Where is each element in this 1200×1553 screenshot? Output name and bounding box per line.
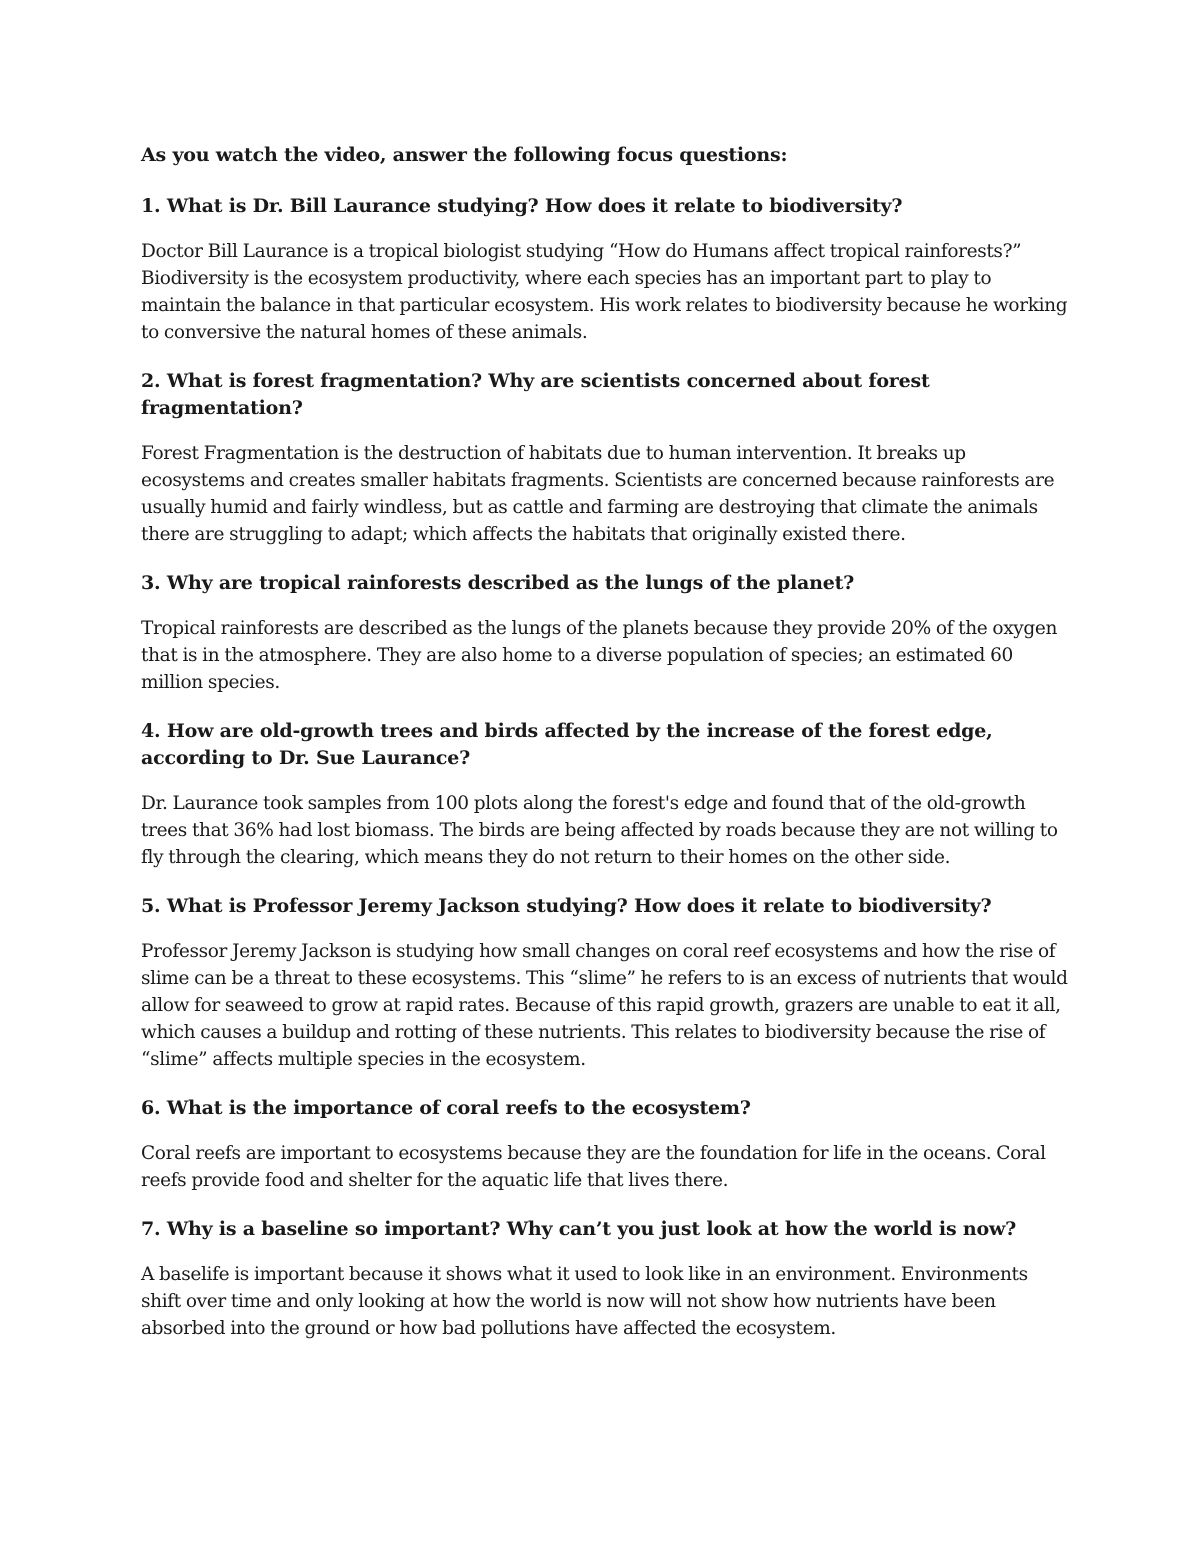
question-2: 2. What is forest fragmentation? Why are scientists concerned about forest fragmentation?: [141, 370, 930, 419]
qa-item-2: [141, 368, 1071, 548]
answer-7: A baselife is important because it shows what it used to look like in an environment. Environments shift over time and only looking at how the world is now will not show how nutrients have been absorbed into the ground or how bad pollutions have affected the ecosystem.: [141, 1264, 1028, 1339]
answer-5: Professor Jeremy Jackson is studying how small changes on coral reef ecosystems and how the rise of slime can be a threat to these ecosystems. This “slime” he refers to is an excess of nutrients that would allow for seaweed to grow at rapid rates. Because of this rapid growth, grazers are unable to eat it all, which causes a buildup and rotting of these nutrients. This relates to biodiversity because the rise of “slime” affects multiple species in the ecosystem.: [141, 941, 1068, 1070]
answer-4: Dr. Laurance took samples from 100 plots along the forest's edge and found that of the old-growth trees that 36% had lost biomass. The birds are being affected by roads because they are not willing to fly through the clearing, which means they do not return to their homes on the other side.: [141, 793, 1058, 868]
question-7: 7. Why is a baseline so important? Why can’t you just look at how the world is now?: [141, 1218, 1017, 1240]
document-content: [141, 142, 1071, 1364]
qa-item-1: [141, 193, 1071, 346]
qa-item-7: [141, 1216, 1071, 1342]
qa-item-6: [141, 1095, 1071, 1194]
answer-2: Forest Fragmentation is the destruction of habitats due to human intervention. It breaks up ecosystems and creates smaller habitats fragments. Scientists are concerned because rainforests are usually humid and fairly windless, but as cattle and farming are destroying that climate the animals there are struggling to adapt; which affects the habitats that originally existed there.: [141, 443, 1055, 545]
question-3: 3. Why are tropical rainforests described as the lungs of the planet?: [141, 572, 855, 594]
question-4: 4. How are old-growth trees and birds affected by the increase of the forest edge, according to Dr. Sue Laurance?: [141, 720, 993, 769]
intro-heading: As you watch the video, answer the following focus questions:: [141, 144, 788, 166]
qa-item-5: [141, 893, 1071, 1073]
answer-6: Coral reefs are important to ecosystems because they are the foundation for life in the oceans. Coral reefs provide food and shelter for the aquatic life that lives there.: [141, 1143, 1046, 1191]
question-1: 1. What is Dr. Bill Laurance studying? How does it relate to biodiversity?: [141, 195, 903, 217]
answer-3: Tropical rainforests are described as the lungs of the planets because they provide 20% of the oxygen that is in the atmosphere. They are also home to a diverse population of species; an estimated 60 million species.: [141, 618, 1058, 693]
question-5: 5. What is Professor Jeremy Jackson studying? How does it relate to biodiversity?: [141, 895, 992, 917]
qa-item-4: [141, 718, 1071, 871]
qa-item-3: [141, 570, 1071, 696]
question-6: 6. What is the importance of coral reefs to the ecosystem?: [141, 1097, 751, 1119]
answer-1: Doctor Bill Laurance is a tropical biologist studying “How do Humans affect tropical rainforests?” Biodiversity is the ecosystem productivity, where each species has an important part to play to maintain the balance in that particular ecosystem. His work relates to biodiversity because he working to conversive the natural homes of these animals.: [141, 241, 1068, 343]
